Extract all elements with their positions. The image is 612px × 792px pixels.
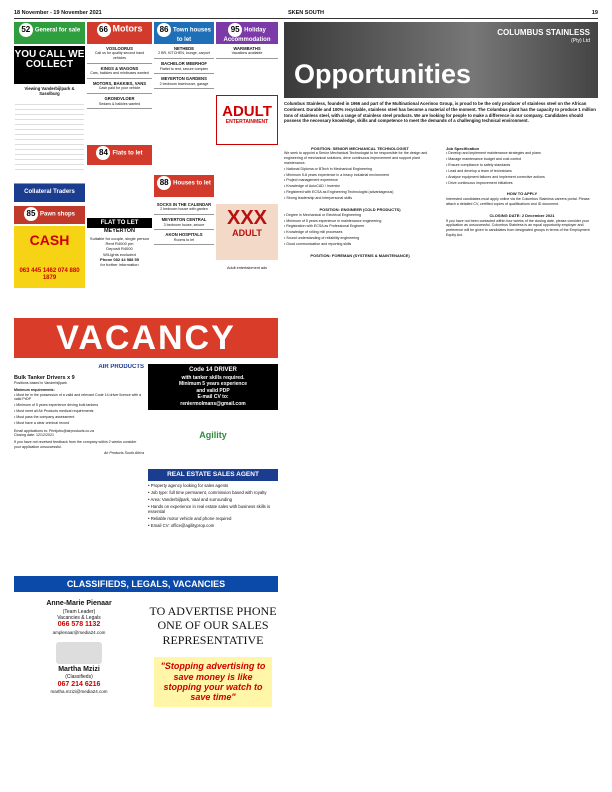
leader2-photo	[56, 642, 102, 664]
bullet-icon: •	[284, 190, 287, 195]
bullet-text: Reliable motor vehicle and phone required	[150, 516, 232, 522]
bullet-icon: •	[14, 409, 17, 414]
bullet-icon: •	[284, 230, 287, 235]
leader1-name: Anne-Marie Pienaar	[46, 600, 112, 607]
code14-ad	[148, 364, 278, 410]
air-products-logo: AIR PRODUCTS	[98, 364, 144, 370]
code14-title: Code 14 DRIVER	[189, 367, 237, 373]
leader2-phone: 067 214 6216	[57, 680, 101, 688]
slogan: "Stopping advertising to save money is like stopping your watch to save time"	[154, 657, 272, 706]
bullet-text: Email CV: office@agilityprop.com	[150, 522, 215, 528]
listing-name: MEYERTON GARDENS	[161, 76, 207, 82]
houses-listing	[154, 200, 214, 245]
xxx-subtitle: ADULT	[232, 228, 262, 238]
listing-item	[87, 94, 152, 109]
cash-ad	[14, 226, 85, 288]
flat-area: MEYERTON	[103, 228, 136, 235]
bullet-text: Minimum 5-8 years experience in a heavy industrial environment	[286, 172, 389, 177]
bullet-icon: •	[148, 483, 151, 489]
listing-item	[154, 230, 214, 245]
bullet-item	[446, 163, 598, 168]
bullet-text: Must have a clear criminal record	[16, 420, 70, 425]
section-title: Flats to let	[112, 150, 143, 157]
section-title: Town houses to let	[173, 27, 211, 43]
section-number: 95	[228, 23, 242, 37]
bullet-icon: •	[148, 496, 151, 502]
section-header-motors	[87, 22, 152, 44]
leader2-role: (Classifieds)	[65, 674, 93, 681]
listing-name: SOCKS IN THE CALENDAR	[156, 202, 212, 207]
section-title: Houses to let	[173, 180, 211, 187]
bullet-icon: •	[284, 212, 287, 217]
bullet-icon: •	[284, 241, 287, 246]
xxx-title: XXX	[226, 207, 268, 229]
section-header-general	[14, 22, 85, 44]
collateral-item-list	[15, 100, 84, 170]
bullet-item	[284, 230, 436, 235]
columbus-banner	[284, 22, 598, 98]
section-title: Pawn shops	[39, 211, 75, 218]
listing-text: Call us for quality second hand vehicles	[94, 51, 145, 61]
bullet-text: Hands on experience in real estate sales with business skills is essential	[148, 503, 271, 515]
bullet-icon: •	[446, 151, 449, 156]
listing-text: Flatlet to rent, secure complex	[159, 66, 209, 71]
pos2-requirements	[284, 213, 436, 247]
listing-name: MEYERTON CENTRAL	[161, 217, 207, 223]
collateral-logo: Collateral Traders	[14, 184, 85, 202]
bullet-item	[446, 175, 598, 180]
bullet-text: Develop and implement maintenance strategies and plans	[448, 151, 541, 156]
column-motors	[87, 22, 152, 314]
listing-name: BACHELOR MEERHOF	[161, 61, 207, 67]
vacancy-banner: VACANCY	[14, 318, 278, 358]
bulk-closing: Closing date: 12/12/2021	[14, 433, 54, 438]
listing-item	[154, 215, 214, 230]
bullet-text: Registered with ECSA as Engineering Technologist (advantageous)	[286, 190, 394, 195]
pos1-requirements	[284, 167, 436, 201]
listing-item	[216, 44, 278, 59]
pos3-title: POSITION: FOREMAN (SYSTEMS & MAINTENANCE)	[310, 252, 410, 258]
bulk-note: If you have not received feedback from the company within 2 weeks consider your application unsuccessful.	[14, 439, 137, 449]
bullet-item	[148, 523, 278, 529]
section-header-houses	[154, 175, 214, 197]
listing-item	[154, 200, 214, 215]
bullet-icon: •	[148, 490, 151, 496]
listing-text: 2 bedroom house with garden	[160, 207, 208, 212]
listing-text: Cars, bakkies and minibuses wanted	[90, 71, 149, 76]
collateral-ad-top	[14, 46, 85, 84]
pos1-title: POSITION: SENIOR MECHANICAL TECHNOLOGIST	[311, 145, 409, 151]
header-date: 18 November - 19 November 2021	[14, 10, 102, 16]
code14-line2: Minimum 5 years experience	[178, 381, 248, 388]
listing-item	[154, 74, 214, 89]
listing-name: WARMBATHS	[233, 46, 261, 51]
code14-email-label: E-mail CV to:	[197, 394, 229, 401]
bullet-text: Must pass the company assessment	[16, 414, 75, 419]
bullet-item	[14, 409, 144, 414]
leader1-title: (Team Leader)	[62, 608, 96, 615]
viewing-text: Viewing Vanderbijlpark & Sasolburg	[24, 86, 75, 97]
listing-text: 2 bedroom townhouse, garage	[159, 81, 209, 86]
code14-line3: and valid PDP	[196, 387, 230, 394]
job-desc-title: Job Specification	[446, 145, 480, 151]
bullet-item	[284, 219, 436, 224]
closing-title: CLOSING DATE: 2 December 2021	[489, 212, 555, 218]
bullet-text: Area: Vanderbijlpark, Vaal and surrounding	[150, 496, 233, 502]
collect-headline: YOU CALL WE COLLECT	[14, 49, 85, 70]
leader1-phone: 066 578 1132	[57, 621, 101, 629]
listing-name: GRONDVLOER	[104, 96, 135, 102]
flat-rent: Rent R4000 pm	[105, 240, 134, 246]
column-town-houses	[154, 22, 214, 314]
listing-name: AKON HOSPITALS	[165, 232, 203, 238]
cash-phones: 063 445 1462 074 880 1879	[19, 267, 80, 281]
listing-text: Vacations available	[231, 51, 263, 56]
bullet-text: Manage maintenance budget and cost control	[448, 157, 522, 162]
bulk-title: Bulk Tanker Drivers x 9	[14, 374, 75, 381]
bullet-item	[284, 213, 436, 218]
bullet-icon: •	[148, 522, 151, 528]
job-desc-list	[446, 151, 598, 185]
xxx-info: Adult entertainment ads	[226, 266, 268, 270]
bullet-item	[284, 236, 436, 241]
bullet-item	[284, 242, 436, 247]
listing-name: MOTORS, BAKKIES, VANS	[92, 80, 147, 86]
code14-email[interactable]: reniermolmans@gmail.com	[180, 400, 246, 407]
flat-info: for further information	[100, 262, 139, 268]
agility-heading: REAL ESTATE SALES AGENT	[148, 469, 278, 481]
bullet-icon: •	[284, 166, 287, 171]
header-publication: SKEN SOUTH	[287, 10, 325, 16]
advertise-ad	[148, 594, 278, 784]
bullet-text: Knowledge of AutoCAD / Inventor	[286, 184, 340, 189]
bullet-text: Project management experience	[286, 178, 339, 183]
section-number: 86	[157, 23, 171, 37]
page-header	[14, 9, 598, 19]
leader2-email[interactable]: martha.mzizi@media24.com	[50, 689, 108, 695]
flat-extra: W/Lights excluded	[103, 251, 136, 257]
bullet-item	[148, 504, 278, 515]
bullet-text: Ensure compliance to safety standards	[448, 163, 511, 168]
bullet-icon: •	[284, 184, 287, 189]
bullet-item	[284, 224, 436, 229]
bullet-item	[284, 184, 436, 189]
header-page-number: 19	[591, 10, 598, 16]
bullet-item	[14, 403, 144, 408]
columbus-left-column	[284, 144, 436, 259]
bullet-text: Drive continuous improvement initiatives	[448, 180, 513, 185]
bullet-text: Knowledge of rolling mill processes	[286, 230, 343, 235]
bulk-req-title: Minimum requirements:	[14, 388, 55, 393]
columbus-intro: Columbus Stainless, founded in 1966 and part of the Multinational Acerinox Group, is proud to be the only producer of stainless steel on the African Continent. Durable and 100% recyclable, stainless steel has become a material of the moment. The Columbus plant has the capacity to produce 1 million tons of stainless steel, with a range of stainless steel products. We are looking for people to make a difference in our company. Candidates should possess the necessary knowledge, skills and competence to meet the demands of a challenging technical environment.	[284, 101, 596, 124]
bullet-item	[284, 173, 436, 178]
motors-listing	[87, 44, 152, 109]
bullet-icon: •	[14, 392, 17, 397]
listing-item	[87, 79, 152, 94]
section-number: 66	[97, 23, 111, 37]
xxx-ad	[216, 204, 278, 260]
flat-suitable: Suitable for couple, single person	[89, 235, 150, 241]
section-number: 52	[19, 23, 33, 37]
bullet-item	[284, 196, 436, 201]
bullet-icon: •	[446, 157, 449, 162]
collateral-ad-body	[14, 84, 85, 184]
flat-deposit: Deposit R4000	[106, 246, 133, 252]
opportunities-title: Opportunities	[294, 59, 471, 90]
bulk-requirements	[14, 393, 144, 426]
section-header-town	[154, 22, 214, 44]
cash-headline: CASH	[29, 232, 70, 248]
bullet-item	[446, 181, 598, 186]
bullet-icon: •	[148, 516, 151, 522]
pos1-text: We seek to appoint a Senior Mechanical Technologist to be responsible for the design and engineering of mechanical solutions, drive continuous improvement and support plant maintenance.	[284, 151, 428, 165]
bullet-text: Registration with ECSA as Professional Engineer	[286, 224, 365, 229]
adult-entertainment-ad	[216, 95, 278, 145]
column-holiday	[216, 22, 278, 314]
bullet-item	[14, 393, 144, 402]
bullet-item	[446, 151, 598, 156]
bullet-text: Minimum of 5 years experience in maintenance engineering	[286, 218, 382, 223]
bullet-icon: •	[14, 420, 17, 425]
advertise-text: TO ADVERTISE PHONE ONE OF OUR SALES REPRESENTATIVE	[149, 604, 277, 647]
bullet-text: Must be in the possession of a valid and relevant Code 14 driver licence with a valid PrDP	[14, 392, 142, 402]
column-general-for-sale	[14, 22, 85, 314]
leader1-role: Vacancies & Legals	[57, 615, 101, 621]
listing-text: Sedans & bakkies wanted	[98, 101, 141, 106]
leader1-email[interactable]: amplenaar@media24.com	[52, 630, 106, 635]
bullet-text: Degree in Mechanical or Electrical Engineering	[286, 212, 361, 217]
leader2-name: Martha Mzizi	[58, 665, 100, 673]
bullet-icon: •	[284, 236, 287, 241]
listing-name: NETHEDE	[173, 46, 194, 51]
bullet-text: National Diploma or BTech in Mechanical Engineering	[286, 166, 372, 171]
bullet-text: Minimum of 5 years experience driving bulk tankers	[16, 403, 99, 408]
listing-name: VOSLOORUS	[106, 46, 133, 51]
bulk-email: Email applications to: Printjobs@airproducts.co.za	[14, 428, 94, 433]
bullet-icon: •	[284, 224, 287, 229]
bullet-item	[284, 178, 436, 183]
bullet-icon: •	[284, 172, 287, 177]
columbus-brand: COLUMBUS STAINLESS	[497, 28, 590, 37]
classifieds-banner: CLASSIFIEDS, LEGALS, VACANCIES	[14, 576, 278, 592]
bullet-item	[284, 190, 436, 195]
bullet-text: Good communication and reporting skills	[286, 241, 352, 246]
bullet-item	[148, 497, 278, 503]
bullet-item	[284, 167, 436, 172]
bullet-icon: •	[446, 169, 449, 174]
bullet-icon: •	[446, 174, 449, 179]
listing-text: Cash paid for your vehicle	[98, 86, 141, 91]
how-title: HOW TO APPLY	[506, 191, 538, 197]
flat-phone: Phone 082 44 588 55	[100, 257, 139, 263]
bullet-item	[148, 483, 278, 489]
section-number: 85	[24, 207, 38, 221]
bullet-item	[446, 169, 598, 174]
section-header-holiday	[216, 22, 278, 44]
bullet-text: Strong leadership and interpersonal skills	[286, 195, 352, 200]
bullet-icon: •	[14, 414, 17, 419]
driver-and-agility-ads	[148, 364, 278, 574]
listing-item	[154, 44, 214, 59]
section-header-pawn	[14, 206, 85, 224]
listing-name: KINGS & WAGONS	[100, 65, 139, 71]
closing-text: If you have not been contacted within four weeks of the closing date, please consider your application as unsuccessful. Columbus Stainless is an equal opportunity employer and preference will be given to candidates from designated groups in terms of the Employment Equity Act.	[446, 218, 590, 237]
listing-item	[154, 59, 214, 74]
flat-title: FLAT TO LET	[87, 218, 152, 228]
flat-to-let-ad	[87, 218, 152, 268]
section-number: 88	[157, 176, 171, 190]
adult-subtitle: ENTERTAINMENT	[225, 119, 269, 125]
bullet-icon: •	[284, 195, 287, 200]
bullet-text: Property agency looking for sales agents	[150, 483, 229, 489]
section-header-flats	[87, 145, 152, 165]
bullet-icon: •	[446, 163, 449, 168]
columbus-sub: (Pty) Ltd	[571, 38, 590, 44]
section-title: Holiday Accommodation	[223, 27, 271, 43]
section-title: General for sale	[34, 27, 81, 34]
bulk-footer: Air Products South Africa	[103, 451, 144, 456]
listing-text: 3 bedroom house, secure	[163, 222, 205, 227]
how-text: Interested candidates must apply online via the Columbus Stainless careers portal. Please attach a detailed CV, certified copies of qualifications and ID document.	[446, 197, 590, 207]
bullet-item	[14, 415, 144, 420]
bullet-item	[148, 516, 278, 522]
agility-logo: Agility	[199, 430, 227, 441]
bullet-icon: •	[284, 178, 287, 183]
bullet-text: Sound understanding of reliability engineering	[286, 236, 360, 241]
bulk-location: Positions based in Vanderbijlpark	[14, 381, 67, 386]
listing-text: 2 BR, KITCHEN, lounge, carport	[158, 51, 210, 56]
bullet-item	[446, 157, 598, 162]
columbus-right-column	[446, 144, 598, 239]
bullet-text: Must meet all Air Products medical requirements	[16, 409, 94, 414]
bullet-icon: •	[148, 503, 151, 509]
bullet-icon: •	[446, 180, 449, 185]
bullet-item	[148, 490, 278, 496]
columbus-stainless-ad	[284, 22, 598, 784]
section-number: 84	[96, 146, 110, 160]
bullet-text: Analyse equipment failures and implement corrective actions	[448, 174, 545, 179]
listing-text: Rooms to let	[173, 237, 195, 242]
agility-bullets	[148, 483, 278, 528]
classifieds-contacts	[14, 594, 144, 784]
listing-item	[87, 44, 152, 64]
bullet-item	[14, 421, 144, 426]
code14-line1: with tanker skills required.	[181, 374, 245, 381]
holiday-listing	[216, 44, 278, 59]
bullet-text: Lead and develop a team of technicians	[448, 169, 512, 174]
bullet-icon: •	[14, 403, 17, 408]
agility-logo-area	[148, 414, 278, 469]
listing-item	[87, 64, 152, 79]
bullet-text: Job type: full time permanent, commission based with royalty	[150, 490, 267, 496]
town-listing	[154, 44, 214, 89]
adult-title: ADULT	[222, 103, 272, 120]
bulk-tanker-ad	[14, 364, 144, 574]
section-title: Motors	[112, 23, 143, 34]
pos2-title: POSITION: ENGINEER (COLD PRODUCTS)	[319, 206, 401, 212]
bullet-icon: •	[284, 218, 287, 223]
